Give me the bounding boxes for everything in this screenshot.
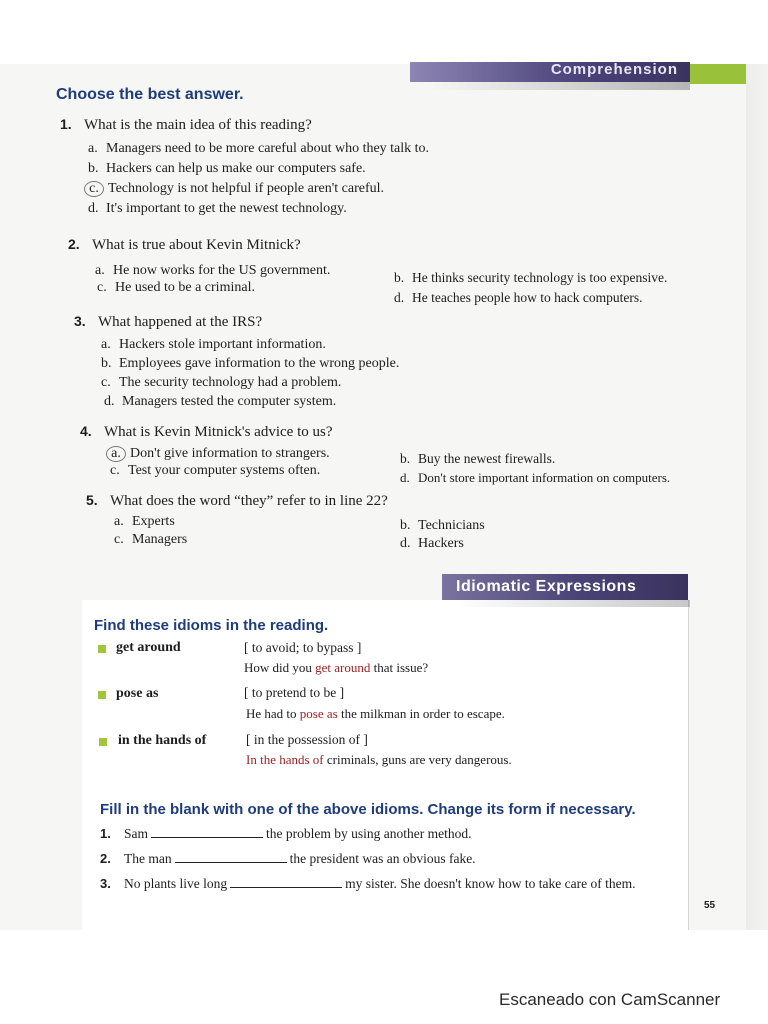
idiom-definition: [ to pretend to be ] (244, 685, 345, 700)
question-3 (74, 313, 262, 331)
question-text: What does the word “they” refer to in line 22? (110, 493, 388, 509)
example-text: criminals, guns are very dangerous. (323, 752, 512, 767)
option-letter: d. (400, 470, 410, 485)
idiomatic-expressions-banner: Idiomatic Expressions (442, 574, 688, 600)
blank-input[interactable] (175, 851, 287, 863)
option-letter: b. (400, 451, 411, 466)
green-corner-tab (690, 64, 746, 84)
idiom-example (244, 660, 428, 676)
example-highlight: In the hands of (246, 752, 324, 767)
option-letter: b. (88, 161, 99, 176)
option-4b[interactable] (400, 451, 555, 467)
option-2c[interactable] (97, 280, 255, 296)
option-3c[interactable] (101, 375, 341, 391)
question-5 (86, 492, 388, 510)
option-1a[interactable] (88, 141, 429, 157)
question-text: What is the main idea of this reading? (84, 117, 312, 133)
option-text: The security technology had a problem. (119, 375, 342, 390)
fill-number: 2. (100, 851, 111, 866)
option-text: Don't give information to strangers. (130, 446, 330, 461)
fill-number: 1. (100, 826, 111, 841)
idiom-term-in-the-hands-of: in the hands of (118, 733, 207, 748)
option-letter: d. (400, 536, 411, 551)
comprehension-banner: Comprehension (410, 62, 690, 82)
question-number: 4. (80, 423, 92, 439)
option-1d[interactable] (88, 201, 347, 217)
idiom-definition: [ to avoid; to bypass ] (244, 640, 362, 655)
option-letter: d. (88, 201, 99, 216)
question-2 (68, 236, 301, 254)
example-highlight: get around (315, 660, 371, 675)
question-number: 1. (60, 116, 72, 132)
option-5c[interactable] (114, 532, 187, 548)
option-text: He teaches people how to hack computers. (412, 290, 643, 305)
fill-after: the problem by using another method. (266, 826, 472, 841)
option-2a[interactable] (95, 263, 330, 279)
question-4 (80, 423, 333, 441)
option-text: Technicians (418, 518, 485, 533)
fill-before: The man (124, 851, 172, 866)
option-text: Hackers can help us make our computers safe. (106, 161, 366, 176)
blank-input[interactable] (230, 876, 342, 888)
option-letter-circled: a. (106, 446, 126, 462)
option-letter: c. (110, 463, 120, 478)
option-1b[interactable] (88, 161, 366, 177)
option-text: Managers tested the computer system. (122, 394, 337, 409)
example-text: that issue? (370, 660, 429, 675)
option-letter: c. (97, 280, 107, 295)
option-5a[interactable] (114, 514, 175, 530)
option-letter: a. (101, 337, 111, 352)
option-4c[interactable] (110, 463, 320, 479)
option-letter: b. (101, 356, 112, 371)
option-text: Employees gave information to the wrong people. (119, 356, 400, 371)
option-text: Buy the newest firewalls. (418, 451, 556, 466)
option-text: Managers need to be more careful about who they talk to. (106, 141, 430, 156)
option-1c[interactable] (84, 181, 384, 197)
idiom-banner-shadow (455, 600, 690, 607)
option-letter: a. (88, 141, 98, 156)
option-4d[interactable] (400, 470, 670, 486)
option-letter: a. (114, 514, 124, 529)
fill-item-2 (100, 851, 476, 867)
option-4a[interactable] (106, 446, 330, 462)
question-1 (60, 116, 312, 134)
fill-after: my sister. She doesn't know how to take care of them. (345, 876, 636, 891)
option-text: Hackers stole important information. (119, 337, 326, 352)
idiom-term-get-around: get around (116, 640, 181, 655)
option-letter: b. (394, 270, 405, 285)
instruction-heading: Choose the best answer. (56, 86, 244, 103)
example-highlight: pose as (299, 706, 338, 721)
example-text: How did you (244, 660, 316, 675)
fill-number: 3. (100, 876, 111, 891)
top-margin (0, 0, 768, 64)
fill-after: the president was an obvious fake. (289, 851, 476, 866)
idiom-instruction: Find these idioms in the reading. (94, 617, 329, 634)
fill-in-instruction: Fill in the blank with one of the above idioms. Change its form if necessary. (100, 801, 636, 818)
fill-before: Sam (124, 826, 149, 841)
option-text: It's important to get the newest technology. (106, 201, 347, 216)
idiom-definition: [ in the possession of ] (246, 732, 368, 747)
bullet-icon (99, 738, 107, 746)
option-letter: d. (104, 394, 115, 409)
idiom-example (246, 752, 512, 768)
option-letter: c. (114, 532, 124, 547)
banner-shadow (430, 82, 690, 90)
question-number: 2. (68, 236, 80, 252)
idiom-example (246, 706, 505, 722)
option-text: Experts (132, 514, 175, 529)
option-5b[interactable] (400, 518, 485, 534)
option-letter-circled: c. (84, 181, 104, 197)
option-3d[interactable] (104, 394, 336, 410)
question-text: What happened at the IRS? (98, 314, 263, 330)
example-text: the milkman in order to escape. (337, 706, 505, 721)
page-edge (746, 64, 768, 930)
option-text: He used to be a criminal. (115, 280, 255, 295)
option-text: He thinks security technology is too expensive. (412, 270, 668, 285)
fill-before: No plants live long (124, 876, 228, 891)
option-text: Managers (132, 532, 188, 547)
option-text: Test your computer systems often. (128, 463, 321, 478)
option-letter: d. (394, 290, 405, 305)
option-text: Don't store important information on computers. (418, 470, 671, 485)
option-text: Hackers (418, 536, 464, 551)
camscanner-watermark: Escaneado con CamScanner (499, 990, 721, 1009)
option-text: Technology is not helpful if people aren't careful. (108, 181, 385, 196)
question-text: What is true about Kevin Mitnick? (92, 237, 301, 253)
option-letter: c. (101, 375, 111, 390)
idiom-term-pose-as: pose as (116, 686, 159, 701)
bullet-icon (98, 645, 106, 653)
option-5d[interactable] (400, 536, 464, 552)
option-3a[interactable] (101, 337, 326, 353)
option-letter: b. (400, 518, 411, 533)
option-2b[interactable] (394, 270, 667, 286)
example-text: He had to (246, 706, 300, 721)
fill-item-1 (100, 826, 471, 842)
page-number: 55 (704, 900, 716, 911)
bullet-icon (98, 691, 106, 699)
option-text: He now works for the US government. (113, 263, 331, 278)
option-3b[interactable] (101, 356, 399, 372)
question-number: 3. (74, 313, 86, 329)
question-text: What is Kevin Mitnick's advice to us? (104, 424, 333, 440)
fill-item-3 (100, 876, 636, 892)
option-letter: a. (95, 263, 105, 278)
question-number: 5. (86, 492, 98, 508)
blank-input[interactable] (151, 826, 263, 838)
option-2d[interactable] (394, 290, 643, 306)
